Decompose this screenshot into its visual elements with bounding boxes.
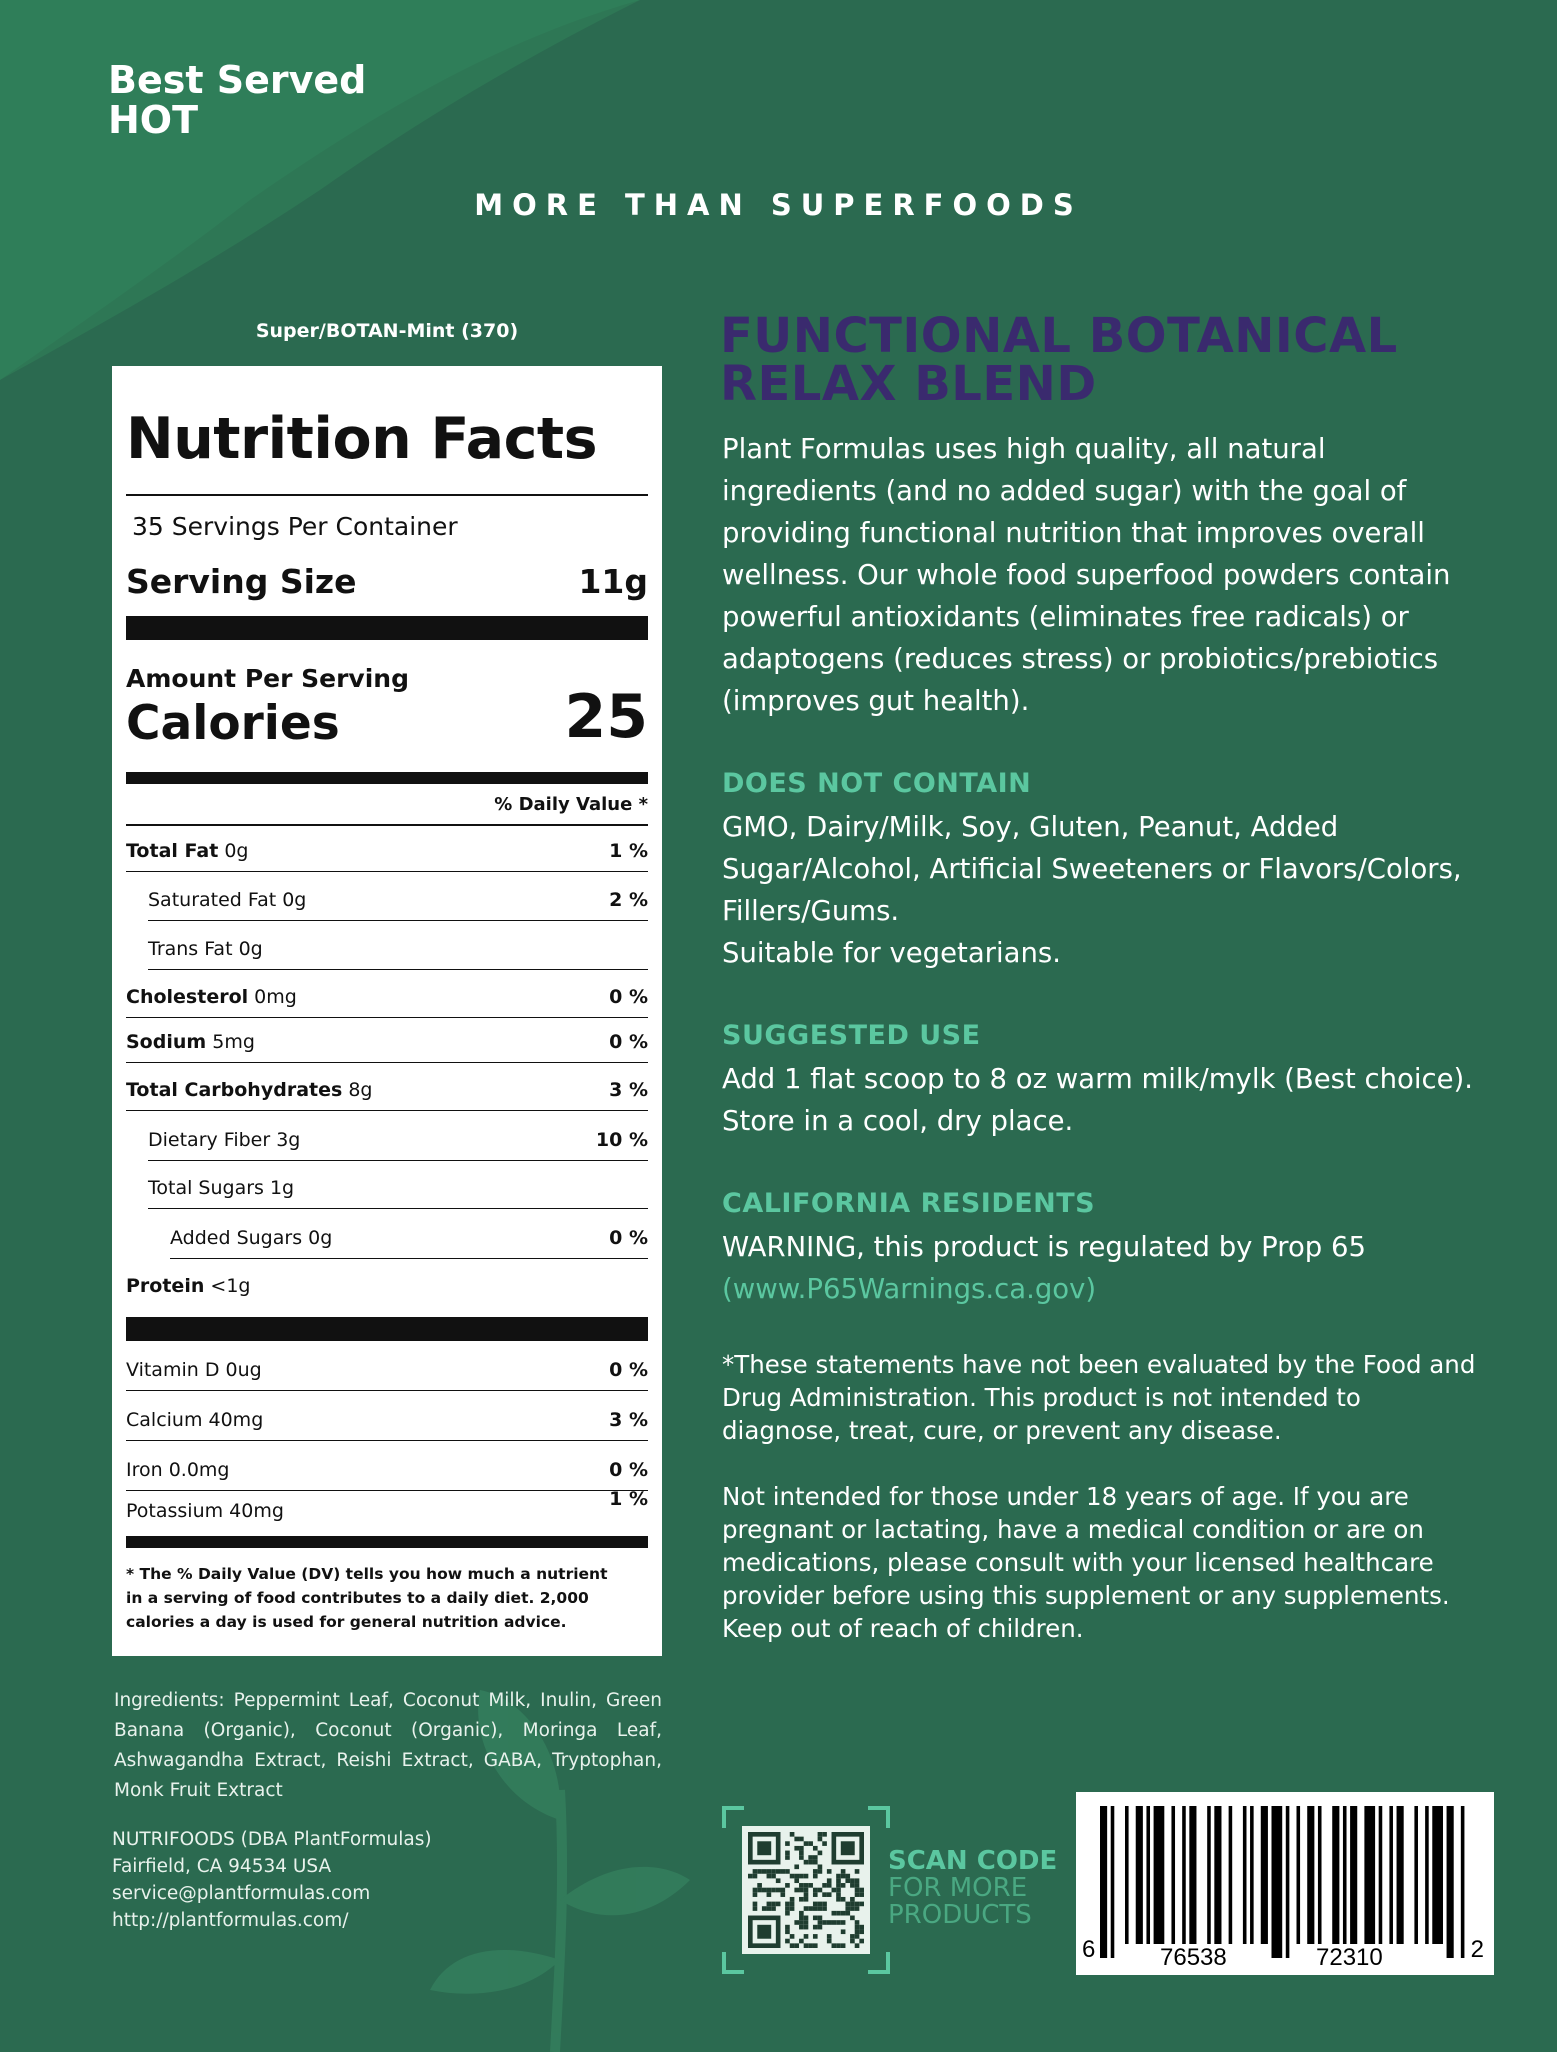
barcode-bar [1343,1806,1347,1944]
barcode-bar [1350,1806,1357,1944]
barcode-bar [1261,1806,1268,1944]
nutrient-row [126,921,648,970]
serving-size-label: Serving Size [126,562,357,601]
barcode-bar [1154,1806,1165,1944]
nutrient-daily-value: 0 % [609,1031,648,1053]
vitamin-daily-value: 3 % [609,1409,648,1431]
nutrition-facts-title: Nutrition Facts [126,406,598,472]
nutrient-daily-value: 0 % [609,1227,648,1249]
nutrient-label: Protein <1g [126,1275,251,1297]
nutrient-row [126,1018,648,1063]
intro-paragraph: Plant Formulas uses high quality, all natural ingredients (and no added sugar) with the goal of providing functional nutrition that improves overall wellness. Our whole food superfood powders contain powerful antioxidants (eliminates free radicals) or adaptogens (reduces stress) or probiotics/prebiotics (improves gut health). [722,433,1451,717]
nutrient-daily-value: 2 % [609,889,648,911]
medium-divider [126,1536,648,1548]
barcode-bar [1307,1806,1314,1944]
barcode-bar [1125,1806,1129,1944]
product-code: Super/BOTAN-Mint (370) [255,320,519,342]
barcode-bar [1100,1806,1107,1958]
scan-code-label: SCAN CODE FOR MORE PRODUCTS [888,1846,1058,1930]
nutrient-daily-value: 0 % [609,986,648,1008]
nutrient-label: Total Carbohydrates 8g [126,1079,373,1101]
serving-size-value: 11g [578,562,648,601]
best-served-hot-label: Best Served HOT [108,58,367,142]
barcode-bar [1332,1806,1339,1944]
qr-code-icon[interactable] [722,1806,890,1974]
barcode-bar [1243,1806,1247,1944]
calories-label: Calories [126,696,340,751]
california-title: CALIFORNIA RESIDENTS [722,1188,1096,1219]
barcode-bar [1182,1806,1186,1944]
company-city: Fairfield, CA 94534 USA [112,1856,332,1877]
vitamin-label: Potassium 40mg [126,1500,284,1522]
ingredients-list: Ingredients: Peppermint Leaf, Coconut Milk, Inulin, Green Banana (Organic), Coconut (Organic), Moringa Leaf, Ashwagandha Extract, Reishi Extract, GABA, Tryptophan, Monk Fruit Extract [114,1690,662,1801]
calories-value: 25 [564,682,648,752]
tagline: MORE THAN SUPERFOODS [474,188,1083,222]
barcode-bar [1111,1806,1115,1958]
nutrient-row [126,1063,648,1111]
thick-divider [126,1317,648,1341]
servings-per-container: 35 Servings Per Container [132,512,458,541]
product-heading: FUNCTIONAL BOTANICAL RELAX BLEND [720,308,1398,412]
barcode-left-digit: 6 [1082,1936,1096,1963]
vitamin-label: Calcium 40mg [126,1409,264,1431]
suggested-use-text: Add 1 flat scoop to 8 oz warm milk/mylk (Best choice). Store in a cool, dry place. [722,1063,1474,1137]
does-not-contain-title: DOES NOT CONTAIN [722,768,1032,799]
barcode-bar [1250,1806,1254,1944]
vitamin-daily-value: 0 % [609,1359,648,1381]
fda-disclaimer: *These statements have not been evaluated by the Food and Drug Administration. This product is not intended to diagnose, treat, cure, or prevent any disease. [722,1350,1476,1445]
nutrient-row [126,872,648,921]
nutrient-row [126,1259,648,1307]
does-not-contain-text: GMO, Dairy/Milk, Soy, Gluten, Peanut, Added Sugar/Alcohol, Artificial Sweeteners or Flavors/Colors, Fillers/Gums. Suitable for vegetarians. [722,811,1462,969]
barcode-bar [1214,1806,1221,1944]
vitamin-row [126,1391,648,1441]
barcode [1076,1792,1494,1975]
prop65-link[interactable]: (www.P65Warnings.ca.gov) [722,1273,1097,1305]
barcode-bar [1146,1806,1150,1944]
barcode-bar [1447,1806,1454,1958]
company-name: NUTRIFOODS (DBA PlantFormulas) [112,1829,432,1850]
barcode-right-digit: 2 [1470,1936,1484,1963]
nutrient-daily-value: 3 % [609,1079,648,1101]
barcode-bar [1171,1806,1175,1944]
vitamin-label: Iron 0.0mg [126,1459,230,1481]
vitamin-daily-value: 1 % [609,1488,648,1510]
divider [126,494,648,496]
barcode-bar [1297,1806,1301,1944]
amount-per-serving: Amount Per Serving [126,664,409,693]
vitamin-row [126,1441,648,1491]
barcode-bar [1286,1806,1290,1958]
nutrient-label: Sodium 5mg [126,1031,255,1053]
barcode-group-1: 76538 [1160,1944,1227,1971]
company-website[interactable]: http://plantformulas.com/ [112,1910,349,1931]
nutrient-row [126,1111,648,1161]
suggested-use-title: SUGGESTED USE [722,1020,981,1051]
nutrition-footnote: * The % Daily Value (DV) tells you how much a nutrient in a serving of food contributes to a daily diet. 2,000 calories a day is used for general nutrition advice. [126,1565,608,1631]
barcode-bar [1389,1806,1393,1944]
medium-divider [126,772,648,784]
nutrient-row [126,970,648,1018]
nutrient-row [126,1161,648,1209]
barcode-bar [1136,1806,1143,1944]
barcode-bar [1425,1806,1429,1944]
barcode-bar [1189,1806,1196,1944]
barcode-bars [1076,1792,1494,1975]
barcode-bar [1271,1806,1282,1958]
daily-value-header: % Daily Value * [494,794,648,815]
nutrient-label: Cholesterol 0mg [126,986,297,1008]
nutrient-row [126,1209,648,1259]
caution-text: Not intended for those under 18 years of age. If you are pregnant or lactating, have a medical condition or are on medications, please consult with your licensed healthcare provider before using this supplement or any supplements. Keep out of reach of children. [722,1482,1450,1643]
barcode-bar [1318,1806,1322,1944]
nutrient-daily-value: 10 % [595,1129,648,1151]
barcode-bar [1414,1806,1418,1944]
vitamin-row [126,1486,648,1532]
barcode-bar [1397,1806,1404,1944]
vitamin-label: Vitamin D 0ug [126,1359,262,1381]
nutrient-label: Total Sugars 1g [148,1177,295,1199]
barcode-group-2: 72310 [1316,1944,1383,1971]
nutrient-label: Trans Fat 0g [148,938,263,960]
barcode-bar [1229,1806,1233,1944]
nutrient-label: Total Fat 0g [126,840,249,862]
vitamin-daily-value: 0 % [609,1459,648,1481]
barcode-bar [1207,1806,1211,1944]
california-warning: WARNING, this product is regulated by Prop 65 (www.P65Warnings.ca.gov) [722,1226,1482,1310]
company-address [112,1826,432,1934]
nutrient-label: Dietary Fiber 3g [148,1129,301,1151]
vitamin-row [126,1341,648,1391]
nutrient-row [126,824,648,872]
barcode-bar [1379,1806,1383,1944]
nutrient-daily-value: 1 % [609,840,648,862]
barcode-bar [1364,1806,1375,1944]
nutrient-label: Saturated Fat 0g [148,889,307,911]
nutrition-facts-panel [112,366,662,1656]
company-email[interactable]: service@plantformulas.com [112,1883,371,1904]
nutrient-label: Added Sugars 0g [170,1227,333,1249]
thick-divider [126,616,648,640]
barcode-bar [1461,1806,1465,1958]
barcode-bar [1432,1806,1443,1944]
